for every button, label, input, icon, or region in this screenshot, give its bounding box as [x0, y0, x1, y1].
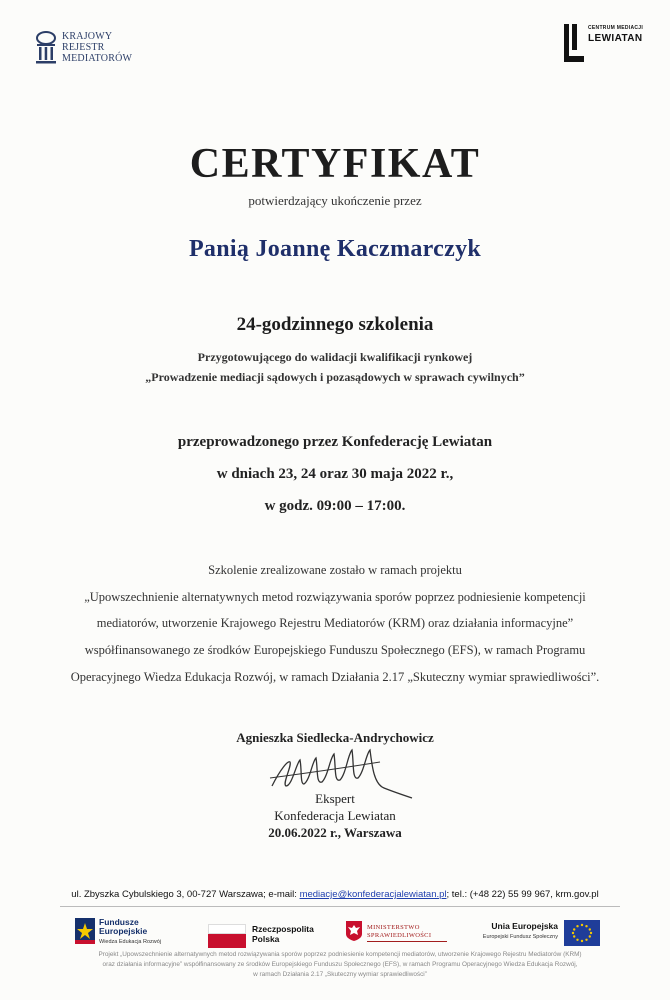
- signatory-role: Ekspert: [315, 791, 355, 806]
- organizer: przeprowadzonego przez Konfederację Lewiatan: [177, 434, 493, 450]
- recipient-name: Panią Joannę Kaczmarczyk: [188, 236, 482, 262]
- eagle-emblem-icon: [345, 920, 363, 942]
- signature-date-place: 20.06.2022 r., Warszawa: [268, 825, 402, 840]
- ministerstwo-logo: [345, 918, 455, 950]
- address-text: ul. Zbyszka Cybulskiego 3, 00-727 Warszawa; e-mail:: [71, 889, 300, 900]
- rzeczpospolita-logo: [208, 922, 318, 950]
- lewiatan-logo: [562, 22, 642, 70]
- signatory-organization: Konfederacja Lewiatan: [274, 808, 396, 823]
- krm-line2: REJESTR: [62, 42, 105, 53]
- krm-logo-text: [62, 31, 132, 64]
- fundusze-europejskie-logo: [75, 916, 175, 950]
- krm-line3: MEDIATORÓW: [62, 53, 133, 64]
- fineprint-line2: oraz działania informacyjne” współfinansowany ze środków Europejskiego Funduszu Społecznego (EFS), w ramach Programu Operacyjnego Wiedza Edukacja Rozwój,: [102, 961, 578, 968]
- ue-line1: Unia Europejska: [491, 921, 558, 931]
- certificate-subtitle: potwierdzający ukończenie przez: [248, 193, 422, 208]
- training-hours: 24-godzinnego szkolenia: [236, 314, 434, 335]
- pl-flag-red: [208, 934, 246, 948]
- project-line-1: „Upowszechnienie alternatywnych metod rozwiązywania sporów poprzez podniesienie kompetencji: [84, 590, 586, 604]
- pl-flag-white: [208, 924, 246, 934]
- fineprint-line1: Projekt „Upowszechnienie alternatywnych metod rozwiązywania sporów poprzez podniesienie kompetencji mediatorów, utworzenie Krajowego Rejestru Mediatorów (KRM): [98, 951, 582, 958]
- fe-star-icon: [75, 918, 95, 944]
- signatory-name: Agnieszka Siedlecka-Andrychowicz: [236, 730, 434, 745]
- unia-europejska-logo: [478, 918, 618, 950]
- footer-address: [0, 889, 670, 900]
- ue-text: [478, 922, 558, 942]
- purpose-line-2: „Prowadzenie mediacji sądowych i pozasądowych w sprawach cywilnych”: [145, 370, 525, 384]
- footer-fineprint: [60, 950, 620, 980]
- fe-sub: Wiedza Edukacja Rozwój: [99, 939, 162, 945]
- training-dates: w dniach 23, 24 oraz 30 maja 2022 r.,: [216, 466, 454, 482]
- column-icon: [34, 30, 58, 66]
- fe-line1: Fundusze: [99, 917, 139, 927]
- footer-divider: [60, 906, 620, 907]
- rp-line1: Rzeczpospolita: [252, 924, 314, 934]
- rp-text: [252, 924, 314, 944]
- ms-underline: [367, 941, 447, 942]
- project-intro: Szkolenie zrealizowane zostało w ramach projektu: [208, 563, 462, 577]
- project-line-3: współfinansowanego ze środków Europejskiego Funduszu Społecznego (EFS), w ramach Programu: [84, 643, 586, 657]
- krm-logo: [34, 28, 154, 74]
- lewiatan-big-text: LEWIATAN: [588, 33, 643, 44]
- project-line-4: Operacyjnego Wiedza Edukacja Rozwój, w ramach Działania 2.17 „Skuteczny wymiar sprawiedliwości”.: [70, 670, 600, 684]
- training-time: w godz. 09:00 – 17:00.: [264, 498, 406, 514]
- eu-flag-icon: [564, 920, 600, 946]
- fe-line2: Europejskie: [99, 926, 148, 936]
- purpose-line-1: Przygotowującego do walidacji kwalifikacji rynkowej: [197, 350, 473, 364]
- funders-bar: [0, 912, 670, 954]
- ms-line1: MINISTERSTWO: [367, 924, 420, 931]
- ms-text: [367, 924, 431, 940]
- krm-line1: KRAJOWY: [62, 31, 113, 42]
- rp-line2: Polska: [252, 934, 280, 944]
- ms-line2: SPRAWIEDLIWOŚCI: [367, 932, 432, 939]
- ue-sub: Europejski Fundusz Społeczny: [482, 934, 558, 940]
- lewiatan-mark-icon: [562, 22, 586, 66]
- contact-text: ; tel.: (+48 22) 55 99 967, krm.gov.pl: [446, 889, 599, 900]
- project-line-2: mediatorów, utworzenie Krajowego Rejestru Mediatorów (KRM) oraz działania informacyjne”: [96, 616, 574, 630]
- fineprint-line3: w ramach Działania 2.17 „Skuteczny wymiar sprawiedliwości”: [253, 971, 427, 978]
- email-link[interactable]: mediacje@konfederacjalewiatan.pl: [299, 889, 447, 900]
- certificate-title: CERTYFIKAT: [189, 141, 481, 187]
- lewiatan-small-text: CENTRUM MEDIACJI: [588, 25, 644, 31]
- fe-text: [99, 918, 161, 947]
